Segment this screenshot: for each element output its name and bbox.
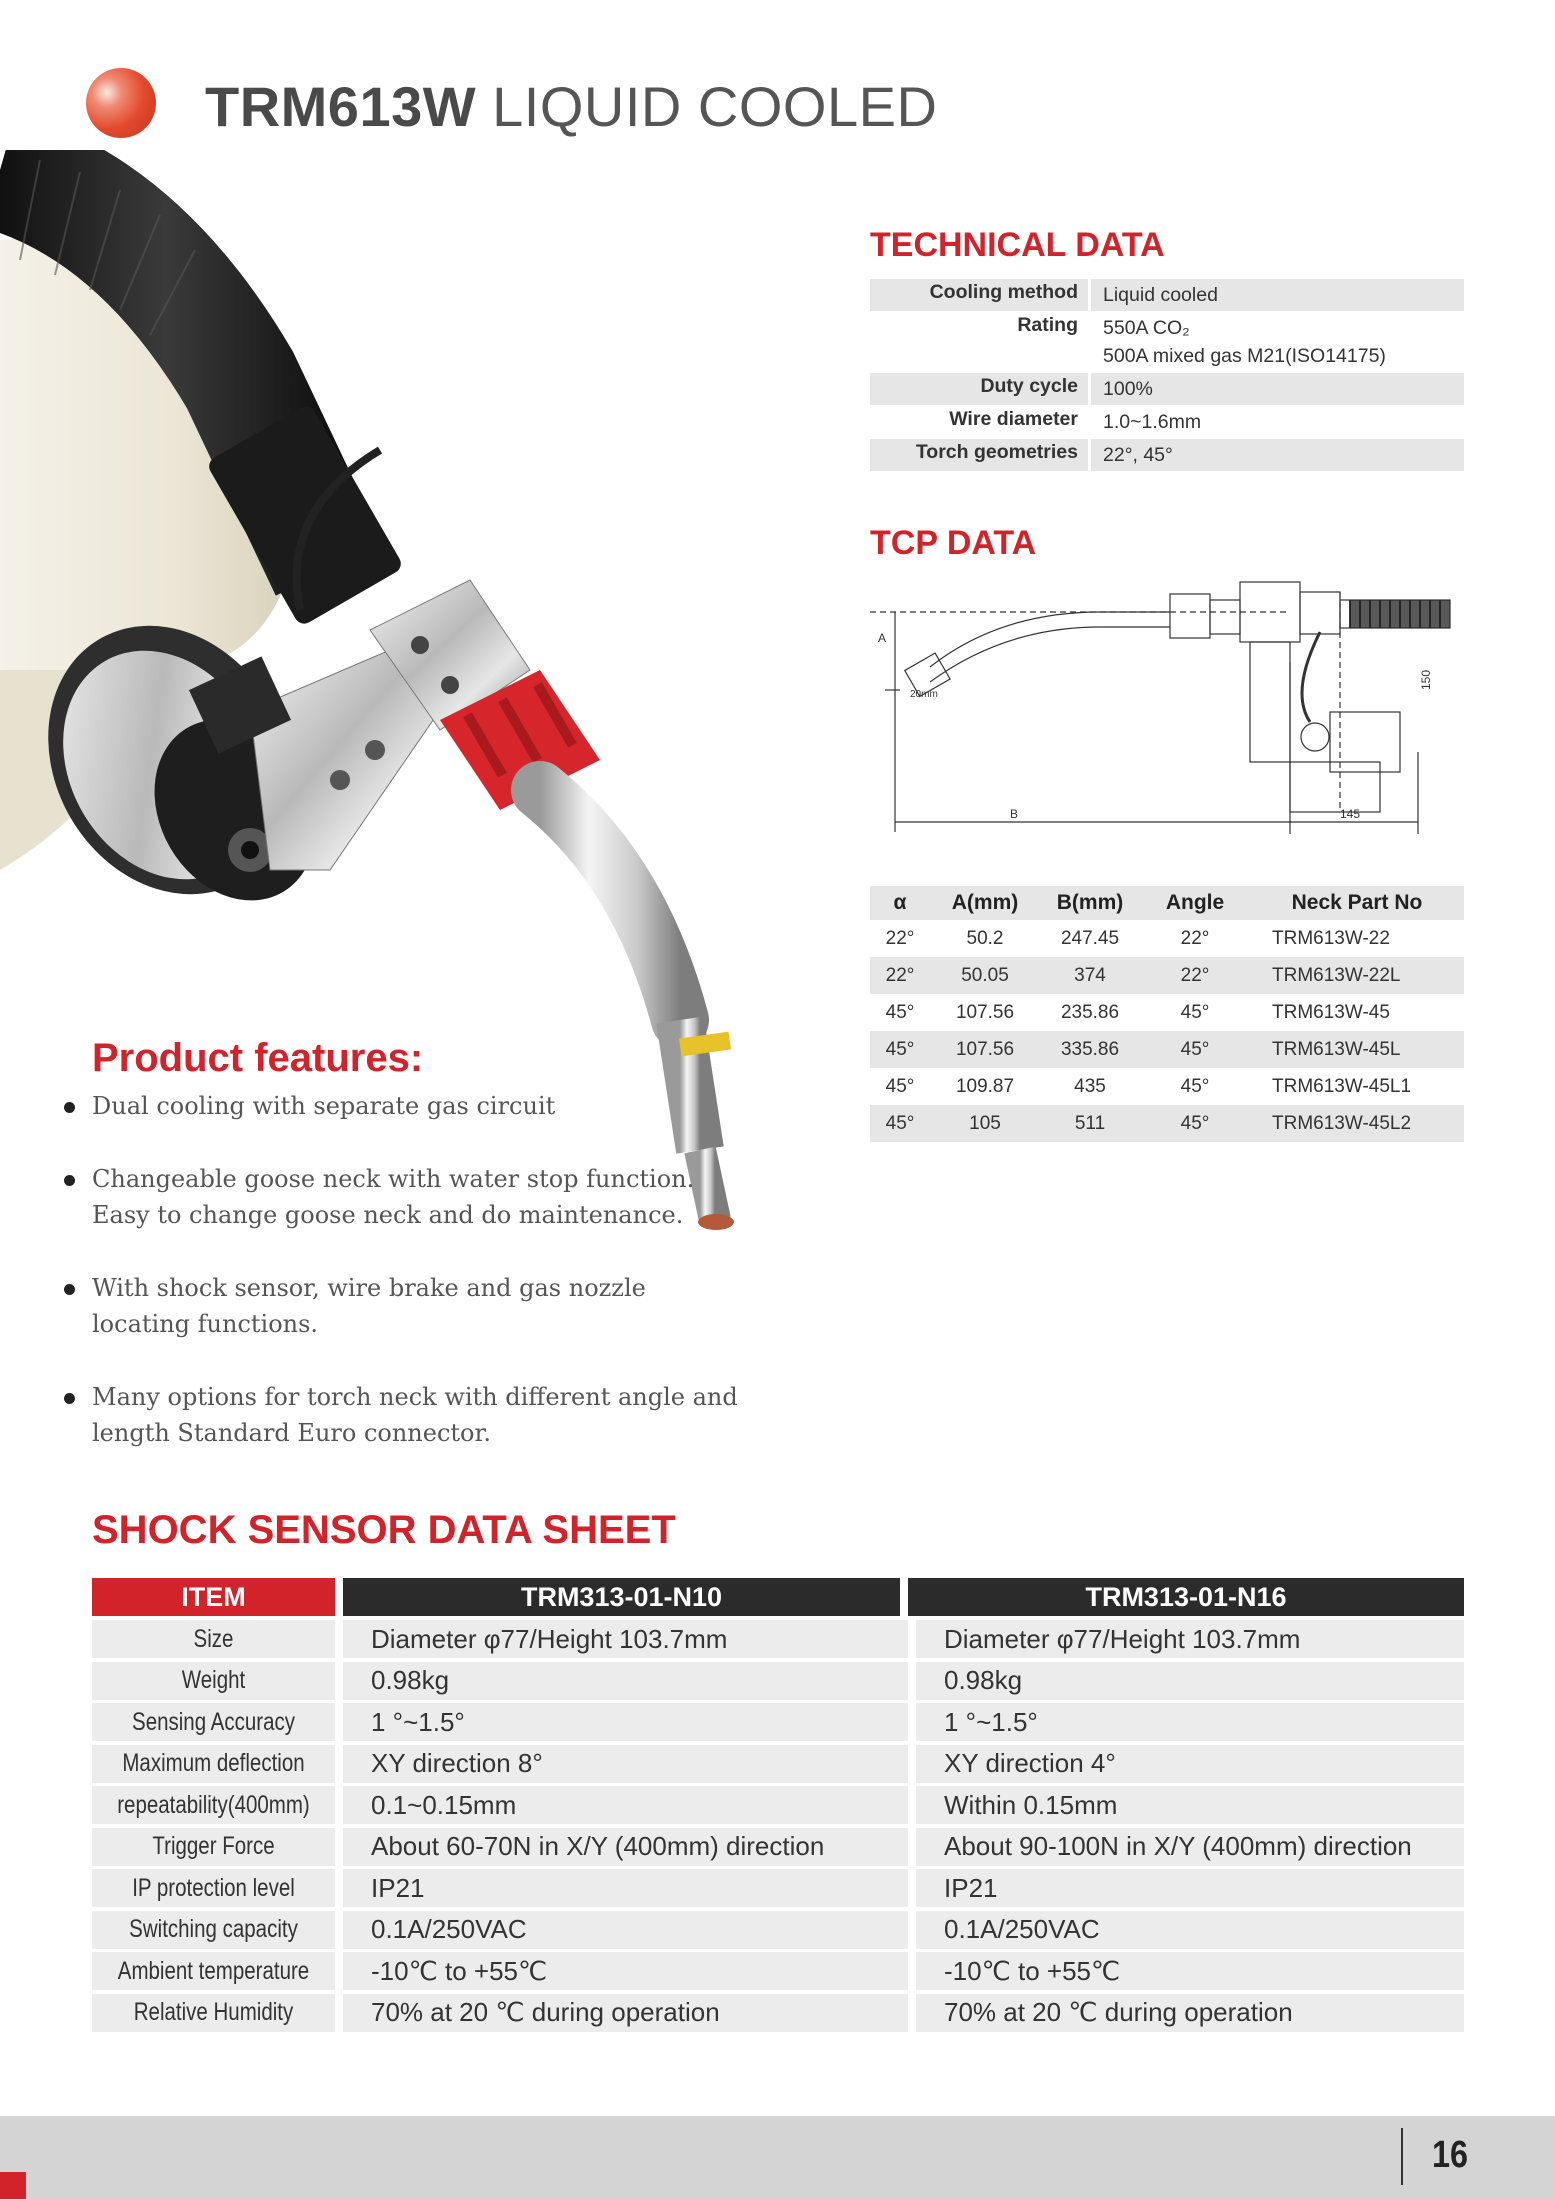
header-item: ITEM (92, 1578, 335, 1616)
list-item: Changeable goose neck with water stop function. Easy to change goose neck and do maintenance. (62, 1161, 742, 1233)
tech-key: Duty cycle (870, 373, 1088, 405)
header-neck-part-no: Neck Part No (1291, 891, 1423, 914)
table-row: Sensing Accuracy 1 °~1.5° 1 °~1.5° (92, 1703, 1464, 1741)
page-title-model: TRM613W (205, 75, 477, 138)
bullet-icon (64, 1393, 75, 1404)
table-row: IP protection level IP21 IP21 (92, 1869, 1464, 1907)
bullet-icon (64, 1284, 75, 1295)
page-footer (0, 2116, 1555, 2199)
tech-value: 1.0~1.6mm (1103, 411, 1202, 433)
table-row: Trigger Force About 60-70N in X/Y (400mm) direction About 90-100N in X/Y (400mm) direction (92, 1828, 1464, 1866)
table-row: 45° 107.56 335.86 45° TRM613W-45L (870, 1031, 1464, 1068)
header-n16: TRM313-01-N16 (908, 1578, 1464, 1616)
table-row: Size Diameter φ77/Height 103.7mm Diameter φ77/Height 103.7mm (92, 1620, 1464, 1658)
tcp-label-offset: 20mm (910, 689, 938, 700)
tech-value: Liquid cooled (1091, 279, 1464, 311)
technical-data-table (870, 279, 1464, 472)
tech-value: 100% (1091, 373, 1464, 405)
tcp-label-height: 150 (1419, 669, 1433, 690)
header-b-mm: B(mm) (1056, 891, 1124, 914)
tech-value: 22°, 45° (1091, 439, 1464, 471)
footer-accent-mark (0, 2172, 26, 2199)
product-features-heading: Product features: (92, 1036, 424, 1080)
tcp-diagram (870, 572, 1474, 842)
table-row: repeatability(400mm) 0.1~0.15mm Within 0.15mm (92, 1786, 1464, 1824)
technical-data-heading: TECHNICAL DATA (870, 226, 1165, 264)
list-item: Many options for torch neck with different angle and length Standard Euro connector. (62, 1379, 742, 1451)
tech-key: Cooling method (870, 279, 1088, 311)
page-title (205, 74, 937, 139)
header-angle: Angle (1165, 891, 1225, 914)
tech-row-wire-diameter (870, 406, 1464, 438)
bullet-icon (64, 1102, 75, 1113)
goose-neck (540, 790, 680, 1020)
table-row: 45° 109.87 435 45° TRM613W-45L1 (885, 1075, 1412, 1097)
tech-key: Wire diameter (949, 408, 1078, 430)
table-row: Relative Humidity 70% at 20 ℃ during operation 70% at 20 ℃ during operation (92, 1994, 1464, 2032)
tcp-data-heading: TCP DATA (870, 524, 1037, 562)
shock-table-header (92, 1578, 1464, 1616)
header-a-mm: A(mm) (951, 891, 1019, 914)
page-number: 16 (1432, 2134, 1468, 2176)
list-item: Dual cooling with separate gas circuit (62, 1088, 742, 1124)
tech-key: Torch geometries (870, 439, 1088, 471)
tcp-label-width: 145 (1340, 807, 1361, 821)
tech-row-rating (870, 312, 1464, 372)
table-row: 22° 50.05 374 22° TRM613W-22L (870, 957, 1464, 994)
shock-sensor-table (92, 1578, 1464, 2035)
tech-key: Rating (1017, 314, 1078, 336)
neck-table-header (870, 886, 1464, 920)
footer-divider (1401, 2128, 1403, 2185)
table-row: Switching capacity 0.1A/250VAC 0.1A/250VAC (92, 1911, 1464, 1949)
table-row: 45° 105 511 45° TRM613W-45L2 (870, 1105, 1464, 1142)
header-n10: TRM313-01-N10 (343, 1578, 900, 1616)
header-alpha: α (893, 891, 907, 914)
brand-logo-dot (86, 68, 156, 138)
table-row: 22° 50.2 247.45 22° TRM613W-22 (885, 927, 1390, 949)
tech-value: 550A CO₂ 500A mixed gas M21(ISO14175) (1103, 317, 1386, 367)
neck-part-table (870, 886, 1464, 1142)
page-title-rest: LIQUID COOLED (492, 75, 938, 138)
table-row: Maximum deflection XY direction 8° XY direction 4° (92, 1745, 1464, 1783)
tech-row-duty-cycle (870, 373, 1464, 405)
tcp-label-a: A (878, 631, 887, 645)
tech-row-cooling (870, 279, 1464, 311)
table-row: Weight 0.98kg 0.98kg (92, 1662, 1464, 1700)
list-item: With shock sensor, wire brake and gas nozzle locating functions. (62, 1270, 742, 1342)
shock-sensor-heading: SHOCK SENSOR DATA SHEET (92, 1508, 676, 1552)
tcp-label-b: B (1010, 807, 1019, 821)
tech-row-torch-geometries (870, 439, 1464, 471)
table-row: 45° 107.56 235.86 45° TRM613W-45 (885, 1001, 1390, 1023)
table-row: Ambient temperature -10℃ to +55℃ -10℃ to +55℃ (92, 1952, 1464, 1990)
bullet-icon (64, 1175, 75, 1186)
product-features-list (62, 1088, 742, 1488)
